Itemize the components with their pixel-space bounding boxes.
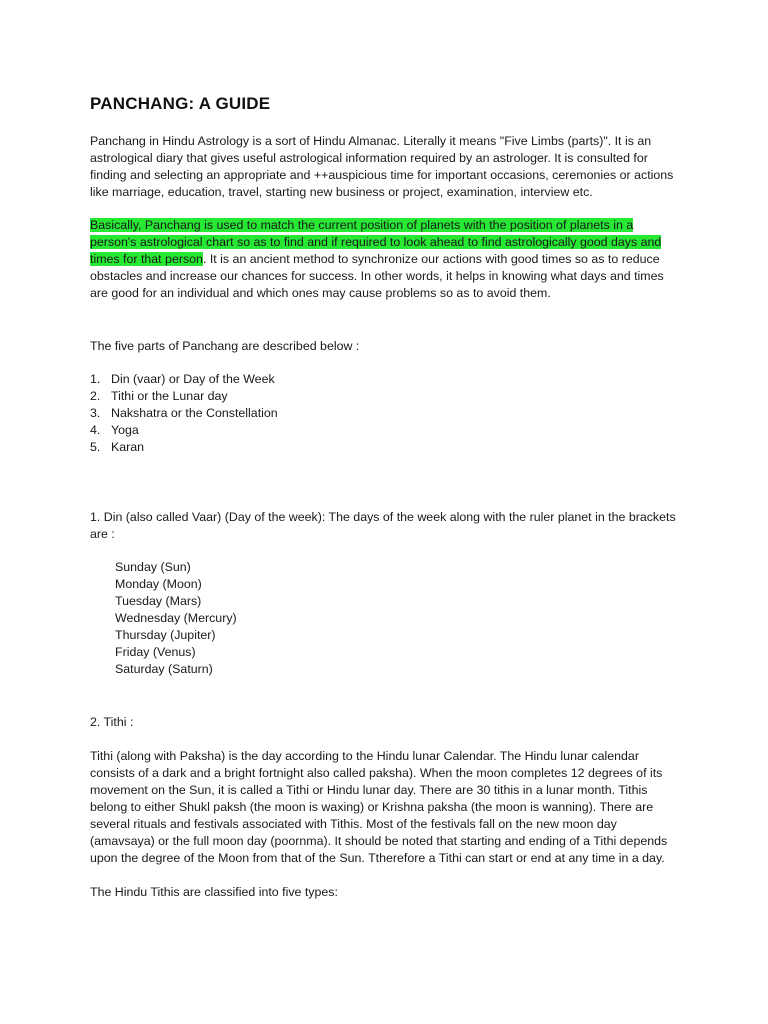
highlighted-text: Basically, Panchang is used to match the current position of planets with the position of planets in a person's astrological chart so as to find and if required to look ahead to find astrologically good days and times for that person	[90, 218, 662, 266]
basically-paragraph	[90, 217, 680, 302]
list-item-label: Yoga	[111, 423, 139, 437]
list-item-label: Din (vaar) or Day of the Week	[111, 372, 275, 386]
list-item-label: Karan	[111, 440, 145, 454]
five-parts-list	[90, 371, 278, 456]
list-item-number: 5.	[90, 440, 101, 454]
five-parts-intro: The five parts of Panchang are described below :	[90, 339, 360, 353]
list-item	[90, 388, 278, 405]
tithi-types-paragraph: The Hindu Tithis are classified into five types:	[90, 885, 338, 899]
list-item	[90, 439, 278, 456]
list-item-label: Tithi or the Lunar day	[111, 389, 228, 403]
document-page	[90, 0, 680, 1024]
days-list	[115, 559, 237, 678]
list-item-number: 4.	[90, 423, 101, 437]
din-section-paragraph: 1. Din (also called Vaar) (Day of the week): The days of the week along with the ruler planet in the brackets are :	[90, 510, 676, 541]
tithi-paragraph: Tithi (along with Paksha) is the day according to the Hindu lunar Calendar. The Hindu lunar calendar consists of a dark and a bright fortnight also called paksha). When the moon completes 12 degrees of its movement on the Sun, it is called a Tithi or Hindu lunar day. There are 30 tithis in a lunar month. Tithis belong to either Shukl paksh (the moon is waxing) or Krishna paksha (the moon is wanning). There are several rituals and festivals associated with Tithis. Most of the festivals fall on the new moon day (amavsaya) or the full moon day (poornma). It should be noted that starting and ending of a Tithi depends upon the degree of the Moon from that of the Sun. Ttherefore a Tithi can start or end at any time in a day.	[90, 749, 668, 865]
list-item-number: 3.	[90, 406, 101, 420]
day-item: Saturday (Saturn)	[115, 662, 213, 676]
list-item	[90, 371, 278, 388]
document-title: PANCHANG: A GUIDE	[90, 94, 271, 113]
list-item-number: 2.	[90, 389, 101, 403]
day-item: Thursday (Jupiter)	[115, 628, 216, 642]
day-item: Tuesday (Mars)	[115, 594, 202, 608]
list-item-label: Nakshatra or the Constellation	[111, 406, 278, 420]
day-item: Monday (Moon)	[115, 577, 202, 591]
day-item: Friday (Venus)	[115, 645, 196, 659]
day-item: Wednesday (Mercury)	[115, 611, 237, 625]
list-item	[90, 422, 278, 439]
intro-paragraph: Panchang in Hindu Astrology is a sort of Hindu Almanac. Literally it means "Five Limbs (parts)". It is an astrological diary that gives useful astrological information required by an astrologer. It is consulted for finding and selecting an appropriate and ++auspicious time for important occasions, ceremonies or actions like marriage, education, travel, starting new business or project, examination, interview etc.	[90, 134, 674, 199]
tithi-heading: 2. Tithi :	[90, 715, 134, 729]
list-item-number: 1.	[90, 372, 101, 386]
list-item	[90, 405, 278, 422]
day-item: Sunday (Sun)	[115, 560, 191, 574]
basically-rest-text: . It is an ancient method to synchronize our actions with good times so as to reduce obstacles and increase our chances for success. In other words, it helps in knowing what days and times are good for an individual and which ones may cause problems so as to avoid them.	[90, 252, 664, 300]
